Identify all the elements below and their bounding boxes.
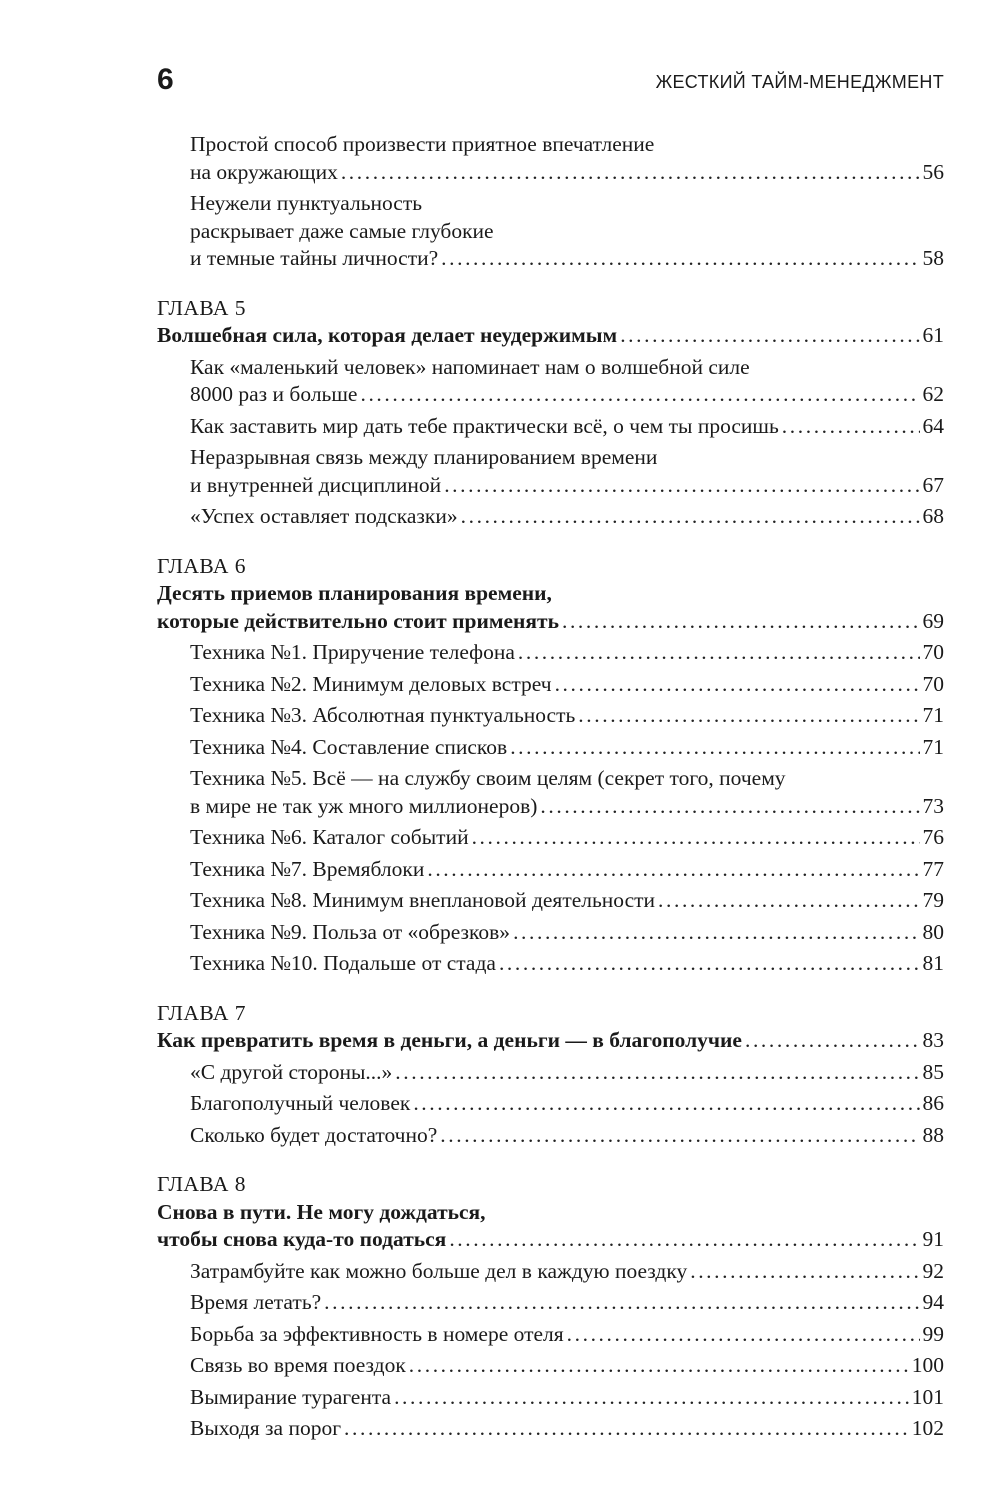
toc-entry: [0, 1289, 1000, 1317]
chapter-title: [0, 1199, 1000, 1254]
entry-title-text: Выходя за порог: [190, 1416, 342, 1440]
dot-leader: [449, 1226, 919, 1254]
chapter-label: ГЛАВА 8: [157, 1172, 247, 1196]
dot-leader: [427, 856, 919, 884]
entry-last-line: [190, 1321, 944, 1349]
entry-title-text: Техника №2. Минимум деловых встреч: [190, 671, 552, 696]
chapter-label: ГЛАВА 5: [157, 295, 247, 320]
dot-leader: [513, 919, 919, 947]
dot-leader: [409, 1352, 909, 1380]
toc-entry: [0, 1090, 1000, 1118]
entry-title-text: Техника №7. Времяблоки: [190, 856, 425, 881]
dot-leader: [518, 639, 920, 667]
entry-page-number: 61: [922, 323, 944, 347]
entry-page-number: 81: [922, 951, 944, 975]
entry-title-text: Техника №1. Приручение телефона: [190, 640, 515, 664]
entry-last-line: [157, 608, 944, 636]
entry-page-number: 85: [922, 1059, 944, 1084]
entry-page-number: 91: [922, 1227, 944, 1251]
chapter-section: [0, 1000, 1000, 1150]
entry-title-text: Техника №10. Подальше от стада: [190, 951, 496, 975]
dot-leader: [555, 671, 920, 699]
entry-page-number: 88: [922, 1122, 944, 1147]
entry-title-text: Техника №3. Абсолютная пунктуальность: [190, 703, 576, 727]
toc-entry: [0, 444, 1000, 499]
entry-title-text: Техника №4. Составление списков: [190, 734, 508, 759]
toc-entry: [0, 671, 1000, 699]
toc-entry: [0, 1258, 1000, 1286]
entry-last-line: [190, 1415, 944, 1443]
entry-page-number: 67: [922, 472, 944, 497]
chapter-label: ГЛАВА 7: [157, 1000, 247, 1025]
entry-last-line: [190, 1352, 944, 1380]
toc-entry: [0, 919, 1000, 947]
entry-title-text: Борьба за эффективность в номере отеля: [190, 1321, 564, 1346]
entry-page-number: 56: [922, 159, 944, 184]
dot-leader: [360, 381, 919, 409]
entry-last-line: [190, 639, 944, 667]
entry-title-line: Неразрывная связь между планированием времени: [190, 445, 658, 469]
entry-title-text: «С другой стороны...»: [190, 1059, 393, 1084]
entry-last-line: [190, 1090, 944, 1118]
entry-title-line: Неужели пунктуальность: [190, 191, 423, 215]
dot-leader: [413, 1090, 919, 1118]
toc-entry: [0, 1415, 1000, 1443]
chapter-title: [0, 1027, 1000, 1055]
entry-last-line: [190, 381, 944, 409]
entry-page-number: 68: [922, 504, 944, 528]
entry-title-text: 8000 раз и больше: [190, 382, 358, 406]
entry-title-text: чтобы снова куда-то податься: [157, 1227, 447, 1251]
dot-leader: [620, 322, 919, 350]
entry-page-number: 70: [922, 640, 944, 664]
entry-title-text: в мире не так уж много миллионеров): [190, 793, 538, 818]
toc-entry: [0, 702, 1000, 730]
toc-entry: [0, 1122, 1000, 1150]
entry-page-number: 64: [922, 413, 944, 438]
dot-leader: [578, 702, 919, 730]
dot-leader: [567, 1321, 920, 1349]
dot-leader: [658, 887, 919, 915]
entry-title-text: Время летать?: [190, 1290, 322, 1314]
toc-entry: [0, 950, 1000, 978]
chapter-label: ГЛАВА 6: [157, 553, 247, 578]
entry-page-number: 94: [922, 1290, 944, 1314]
entry-title-line: Простой способ произвести приятное впечатление: [190, 132, 655, 156]
chapter-title: [0, 580, 1000, 635]
entry-last-line: [190, 472, 944, 500]
entry-page-number: 100: [911, 1353, 944, 1377]
entry-last-line: [157, 322, 944, 350]
entry-title-line: Как «маленький человек» напоминает нам о волшебной силе: [190, 354, 750, 379]
dot-leader: [540, 793, 919, 821]
toc-entry: [0, 131, 1000, 186]
entry-page-number: 83: [922, 1028, 944, 1052]
entry-page-number: 71: [922, 734, 944, 759]
toc-entry: [0, 190, 1000, 273]
dot-leader: [344, 1415, 909, 1443]
entry-last-line: [190, 702, 944, 730]
dot-leader: [440, 1122, 919, 1150]
entry-page-number: 99: [922, 1321, 944, 1346]
entry-last-line: [190, 824, 944, 852]
entry-title-text: «Успех оставляет подсказки»: [190, 504, 458, 528]
entry-page-number: 79: [922, 888, 944, 912]
toc-entry: [0, 639, 1000, 667]
dot-leader: [395, 1059, 919, 1087]
entry-title-text: Техника №9. Польза от «обрезков»: [190, 919, 511, 944]
entry-title-text: которые действительно стоит применять: [157, 608, 559, 633]
toc-entry: [0, 1352, 1000, 1380]
running-head: ЖЕСТКИЙ ТАЙМ-МЕНЕДЖМЕНТ: [655, 72, 944, 92]
toc-entry: [0, 765, 1000, 820]
toc-entry: [0, 734, 1000, 762]
entry-page-number: 76: [922, 825, 944, 849]
entry-page-number: 86: [922, 1091, 944, 1115]
toc-entry: [0, 1059, 1000, 1087]
dot-leader: [324, 1289, 919, 1317]
entry-title-line: Снова в пути. Не могу дождаться,: [157, 1199, 486, 1224]
entry-last-line: [190, 734, 944, 762]
entry-page-number: 69: [922, 608, 944, 633]
entry-last-line: [190, 1258, 944, 1286]
entry-last-line: [190, 1059, 944, 1087]
entry-last-line: [190, 793, 944, 821]
entry-title-text: Техника №6. Каталог событий: [190, 825, 469, 849]
dot-leader: [394, 1384, 909, 1412]
entry-title-text: Связь во время поездок: [190, 1353, 406, 1377]
entry-last-line: [190, 671, 944, 699]
entry-last-line: [190, 950, 944, 978]
entry-title-text: Как заставить мир дать тебе практически всё, о чем ты просишь: [190, 413, 779, 438]
entry-title-text: Волшебная сила, которая делает неудержимым: [157, 323, 618, 347]
entry-last-line: [157, 1226, 944, 1254]
entry-title-text: на окружающих: [190, 159, 338, 184]
entry-last-line: [157, 1027, 944, 1055]
entry-page-number: 71: [922, 703, 944, 727]
dot-leader: [461, 503, 920, 531]
entry-page-number: 77: [922, 856, 944, 881]
dot-leader: [444, 472, 919, 500]
chapter-section: [0, 295, 1000, 531]
entry-page-number: 101: [911, 1384, 944, 1409]
toc-entry: [0, 856, 1000, 884]
dot-leader: [510, 734, 919, 762]
entry-last-line: [190, 1122, 944, 1150]
entry-last-line: [190, 919, 944, 947]
dot-leader: [341, 159, 920, 187]
entry-title-line: раскрывает даже самые глубокие: [190, 218, 494, 243]
entry-last-line: [190, 503, 944, 531]
table-of-contents: [0, 127, 1000, 1443]
chapter-section: [0, 1171, 1000, 1443]
dot-leader: [441, 245, 919, 273]
entry-last-line: [190, 887, 944, 915]
toc-entry: [0, 413, 1000, 441]
entry-last-line: [190, 159, 944, 187]
toc-entry: [0, 354, 1000, 409]
entry-title-text: Благополучный человек: [190, 1091, 411, 1115]
entry-page-number: 73: [922, 793, 944, 818]
entry-last-line: [190, 856, 944, 884]
entry-page-number: 102: [911, 1416, 944, 1440]
entry-title-text: Затрамбуйте как можно больше дел в каждую поездку: [190, 1258, 688, 1283]
dot-leader: [690, 1258, 919, 1286]
toc-entry: [0, 1384, 1000, 1412]
toc-entry: [0, 824, 1000, 852]
entry-page-number: 62: [922, 382, 944, 406]
entry-title-text: Вымирание турагента: [190, 1384, 392, 1409]
dot-leader: [782, 413, 920, 441]
entry-title-line: Техника №5. Всё — на службу своим целям (секрет того, почему: [190, 766, 786, 790]
chapter-section: [0, 553, 1000, 978]
dot-leader: [472, 824, 920, 852]
entry-title-text: Сколько будет достаточно?: [190, 1122, 438, 1147]
entry-page-number: 80: [922, 919, 944, 944]
entry-page-number: 70: [922, 671, 944, 696]
toc-entry: [0, 1321, 1000, 1349]
entry-last-line: [190, 1384, 944, 1412]
entry-title-text: Техника №8. Минимум внеплановой деятельности: [190, 888, 656, 912]
entry-title-text: Как превратить время в деньги, а деньги — в благополучие: [157, 1028, 742, 1052]
entry-page-number: 92: [922, 1258, 944, 1283]
toc-entry: [0, 887, 1000, 915]
entry-last-line: [190, 413, 944, 441]
entry-title-text: и внутренней дисциплиной: [190, 472, 442, 497]
page-number: 6: [157, 63, 174, 96]
dot-leader: [499, 950, 920, 978]
dot-leader: [745, 1027, 920, 1055]
entry-title-line: Десять приемов планирования времени,: [157, 581, 552, 605]
chapter-title: [0, 322, 1000, 350]
entry-last-line: [190, 1289, 944, 1317]
entry-last-line: [190, 245, 944, 273]
entry-title-text: и темные тайны личности?: [190, 246, 439, 270]
dot-leader: [562, 608, 920, 636]
entry-page-number: 58: [922, 246, 944, 270]
toc-entry: [0, 503, 1000, 531]
